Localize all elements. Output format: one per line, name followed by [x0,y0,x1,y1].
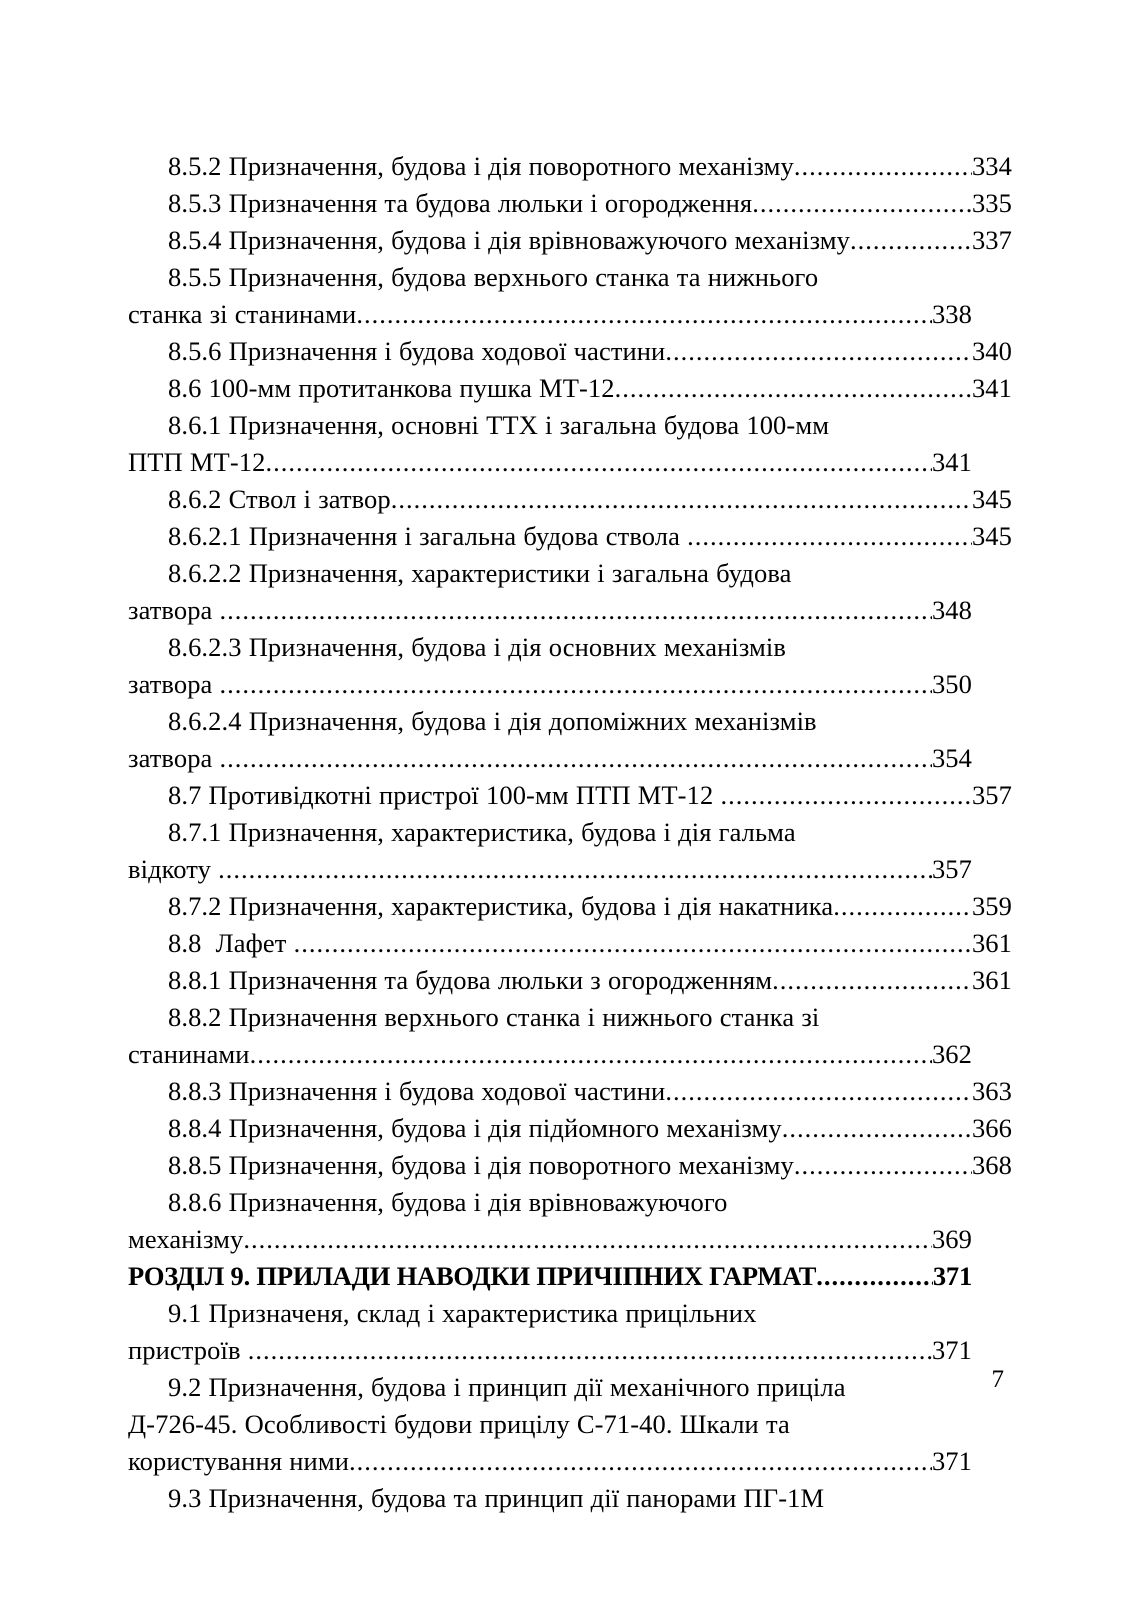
toc-entry[interactable] [128,185,1012,222]
toc-page-number: 334 [971,151,1012,181]
toc-page-number: 359 [971,891,1012,921]
toc-entry-title: затвора [128,595,220,625]
toc-dot-leader [816,1258,933,1295]
toc-page-number: 361 [971,965,1012,995]
toc-entry-line: 8.6.2.2 Призначення, характеристики і загальна будова [168,558,792,588]
toc-dot-leader [294,925,972,962]
toc-entry[interactable] [128,1369,972,1480]
toc-page-number: 345 [971,484,1012,514]
toc-entry-title: відкоту [128,854,219,884]
toc-entry-title: 8.5.2 Призначення, будова і дія поворотного механізму [168,151,794,181]
toc-entry[interactable] [128,629,972,703]
toc-dot-leader [391,481,972,518]
page-folio-number: 7 [991,1366,1004,1393]
toc-entry-line: 8.5.5 Призначення, будова верхнього станка та нижнього [168,262,819,292]
table-of-contents [128,148,1012,1517]
toc-dot-leader [265,444,931,481]
toc-entry-line [168,148,1012,185]
toc-entry-line [168,925,1012,962]
toc-page-number: 335 [971,188,1012,218]
toc-entry-title: станинами [128,1039,250,1069]
toc-entry-line: 8.6.2.4 Призначення, будова і дія допоміжних механізмів [168,706,817,736]
toc-entry-line [128,1332,972,1369]
toc-dot-leader [349,1443,932,1480]
toc-entry-line [128,740,972,777]
toc-page-number: 348 [931,595,972,625]
toc-entry[interactable] [128,888,1012,925]
toc-dot-leader [772,962,972,999]
toc-dot-leader [782,1110,972,1147]
toc-dot-leader [720,777,972,814]
toc-entry-title: 8.5.4 Призначення, будова і дія врівноважуючого механізму [168,225,851,255]
toc-entry-title: РОЗДІЛ 9. ПРИЛАДИ НАВОДКИ ПРИЧІПНИХ ГАРМАТ [128,1261,817,1291]
toc-entry-line: 8.8.2 Призначення верхнього станка і нижнього станка зі [168,1002,820,1032]
toc-entry[interactable] [128,222,1012,259]
toc-entry-title: пристроїв [128,1335,248,1365]
toc-entry-line: 9.1 Призначеня, склад і характеристика прицільних [168,1298,757,1328]
toc-page-number: 345 [971,521,1012,551]
toc-dot-leader [356,296,932,333]
toc-dot-leader [850,222,972,259]
toc-entry-line [128,851,972,888]
toc-page-number: 357 [971,780,1012,810]
toc-dot-leader [218,851,932,888]
toc-entry-line [128,1036,972,1073]
toc-page-number: 361 [971,928,1012,958]
toc-entry-title: 8.8 Лафет [168,928,294,958]
toc-entry[interactable] [128,407,972,481]
toc-entry-title: затвора [128,669,220,699]
toc-entry[interactable] [128,1147,1012,1184]
toc-dot-leader [243,1221,932,1258]
toc-page-number: 354 [931,743,972,773]
toc-entry-line: 8.8.6 Призначення, будова і дія врівноважуючого [168,1187,728,1217]
toc-entry-title: 8.8.4 Призначення, будова і дія підйомного механізму [168,1113,782,1143]
toc-entry-line [168,185,1012,222]
toc-page-number: 357 [931,854,972,884]
toc-entry[interactable] [128,1110,1012,1147]
toc-entry[interactable] [128,1480,972,1517]
toc-page-number: 369 [931,1224,972,1254]
toc-entry-title: механізму [128,1224,244,1254]
toc-dot-leader [220,666,932,703]
toc-entry-line [128,444,972,481]
toc-page-number: 371 [931,1335,972,1365]
toc-entry-line [168,777,1012,814]
toc-entry-title: ПТП МТ-12 [128,447,266,477]
toc-page-number: 368 [971,1150,1012,1180]
toc-entry[interactable] [128,962,1012,999]
toc-dot-leader [794,148,972,185]
toc-entry-title: 8.8.5 Призначення, будова і дія поворотного механізму [168,1150,794,1180]
toc-page-number: 341 [931,447,972,477]
toc-entry-title: 8.6 100-мм протитанкова пушка МТ-12 [168,373,615,403]
toc-entry-line [168,1147,1012,1184]
toc-page-number: 338 [931,299,972,329]
toc-entry[interactable] [128,481,1012,518]
toc-entry-line [128,1258,972,1295]
toc-dot-leader [833,888,972,925]
toc-entry[interactable] [128,777,1012,814]
toc-entry-line: 9.2 Призначення, будова і принцип дії механічного приціла [168,1372,846,1402]
toc-entry-line [168,1110,1012,1147]
toc-dot-leader [615,370,972,407]
toc-entry-line: 8.6.2.3 Призначення, будова і дія основних механізмів [168,632,786,662]
toc-entry[interactable] [128,148,1012,185]
toc-dot-leader [248,1332,932,1369]
toc-entry[interactable] [128,703,972,777]
toc-entry-line [168,888,1012,925]
toc-entry-line [128,1221,972,1258]
toc-entry[interactable] [128,370,1012,407]
toc-entry-title: 8.7 Противідкотні пристрої 100-мм ПТП МТ-12 [168,780,721,810]
toc-page-number: 363 [971,1076,1012,1106]
toc-entry-line [168,1480,1012,1517]
toc-entry-title: 8.6.2 Ствол і затвор [168,484,391,514]
toc-page-number: 341 [971,373,1012,403]
toc-entry-line [168,518,1012,555]
toc-entry-title: 9.3 Призначення, будова та принцип дії панорами ПГ-1М [168,1483,825,1513]
toc-entry-line: 8.7.1 Призначення, характеристика, будова і дія гальма [168,817,796,847]
toc-page-number: 350 [931,669,972,699]
toc-entry-title: 8.8.3 Призначення і будова ходової частини [168,1076,666,1106]
toc-entry[interactable] [128,333,1012,370]
toc-entry-line [128,666,972,703]
toc-dot-leader [687,518,972,555]
toc-dot-leader [220,740,932,777]
toc-entry-title: користування ними [128,1446,349,1476]
toc-entry-title: 8.7.2 Призначення, характеристика, будова і дія накатника [168,891,834,921]
toc-entry-line [128,296,972,333]
toc-page-number: 371 [931,1446,972,1476]
toc-entry-line [168,962,1012,999]
toc-entry[interactable] [128,1184,972,1258]
toc-chapter-heading[interactable] [128,1258,972,1295]
toc-entry[interactable] [128,259,972,333]
toc-entry-title: затвора [128,743,220,773]
toc-entry-line [168,222,1012,259]
toc-entry-title: 8.5.6 Призначення і будова ходової частини [168,336,666,366]
toc-entry-line [168,333,1012,370]
toc-page-number: 366 [971,1113,1012,1143]
toc-entry[interactable] [128,814,972,888]
toc-entry[interactable] [128,555,972,629]
toc-entry[interactable] [128,1073,1012,1110]
toc-entry-title: станка зі станинами [128,299,357,329]
toc-dot-leader [220,592,932,629]
toc-entry-line [128,1443,972,1480]
toc-entry-line [128,592,972,629]
toc-entry-title: 8.8.1 Призначення та будова люльки з огородженням [168,965,773,995]
toc-dot-leader [665,1073,972,1110]
toc-entry-title: 8.5.3 Призначення та будова люльки і огородження [168,188,753,218]
toc-entry-line [168,481,1012,518]
toc-entry[interactable] [128,1295,972,1369]
toc-entry[interactable] [128,925,1012,962]
toc-dot-leader [250,1036,932,1073]
toc-entry-title: 8.6.2.1 Призначення і загальна будова ствола [168,521,688,551]
toc-entry[interactable] [128,518,1012,555]
toc-page-number: 371 [932,1261,972,1291]
toc-entry-line: Д-726-45. Особливості будови прицілу С-71-40. Шкали та [128,1409,790,1439]
toc-dot-leader [794,1147,972,1184]
toc-entry[interactable] [128,999,972,1073]
toc-page-number: 362 [931,1039,972,1069]
toc-entry-line: 8.6.1 Призначення, основні ТТХ і загальна будова 100-мм [168,410,830,440]
toc-entry-line [168,1073,1012,1110]
toc-dot-leader [665,333,972,370]
toc-page-number: 337 [971,225,1012,255]
toc-page-number: 340 [971,336,1012,366]
toc-dot-leader [752,185,972,222]
toc-entry-line [168,370,1012,407]
